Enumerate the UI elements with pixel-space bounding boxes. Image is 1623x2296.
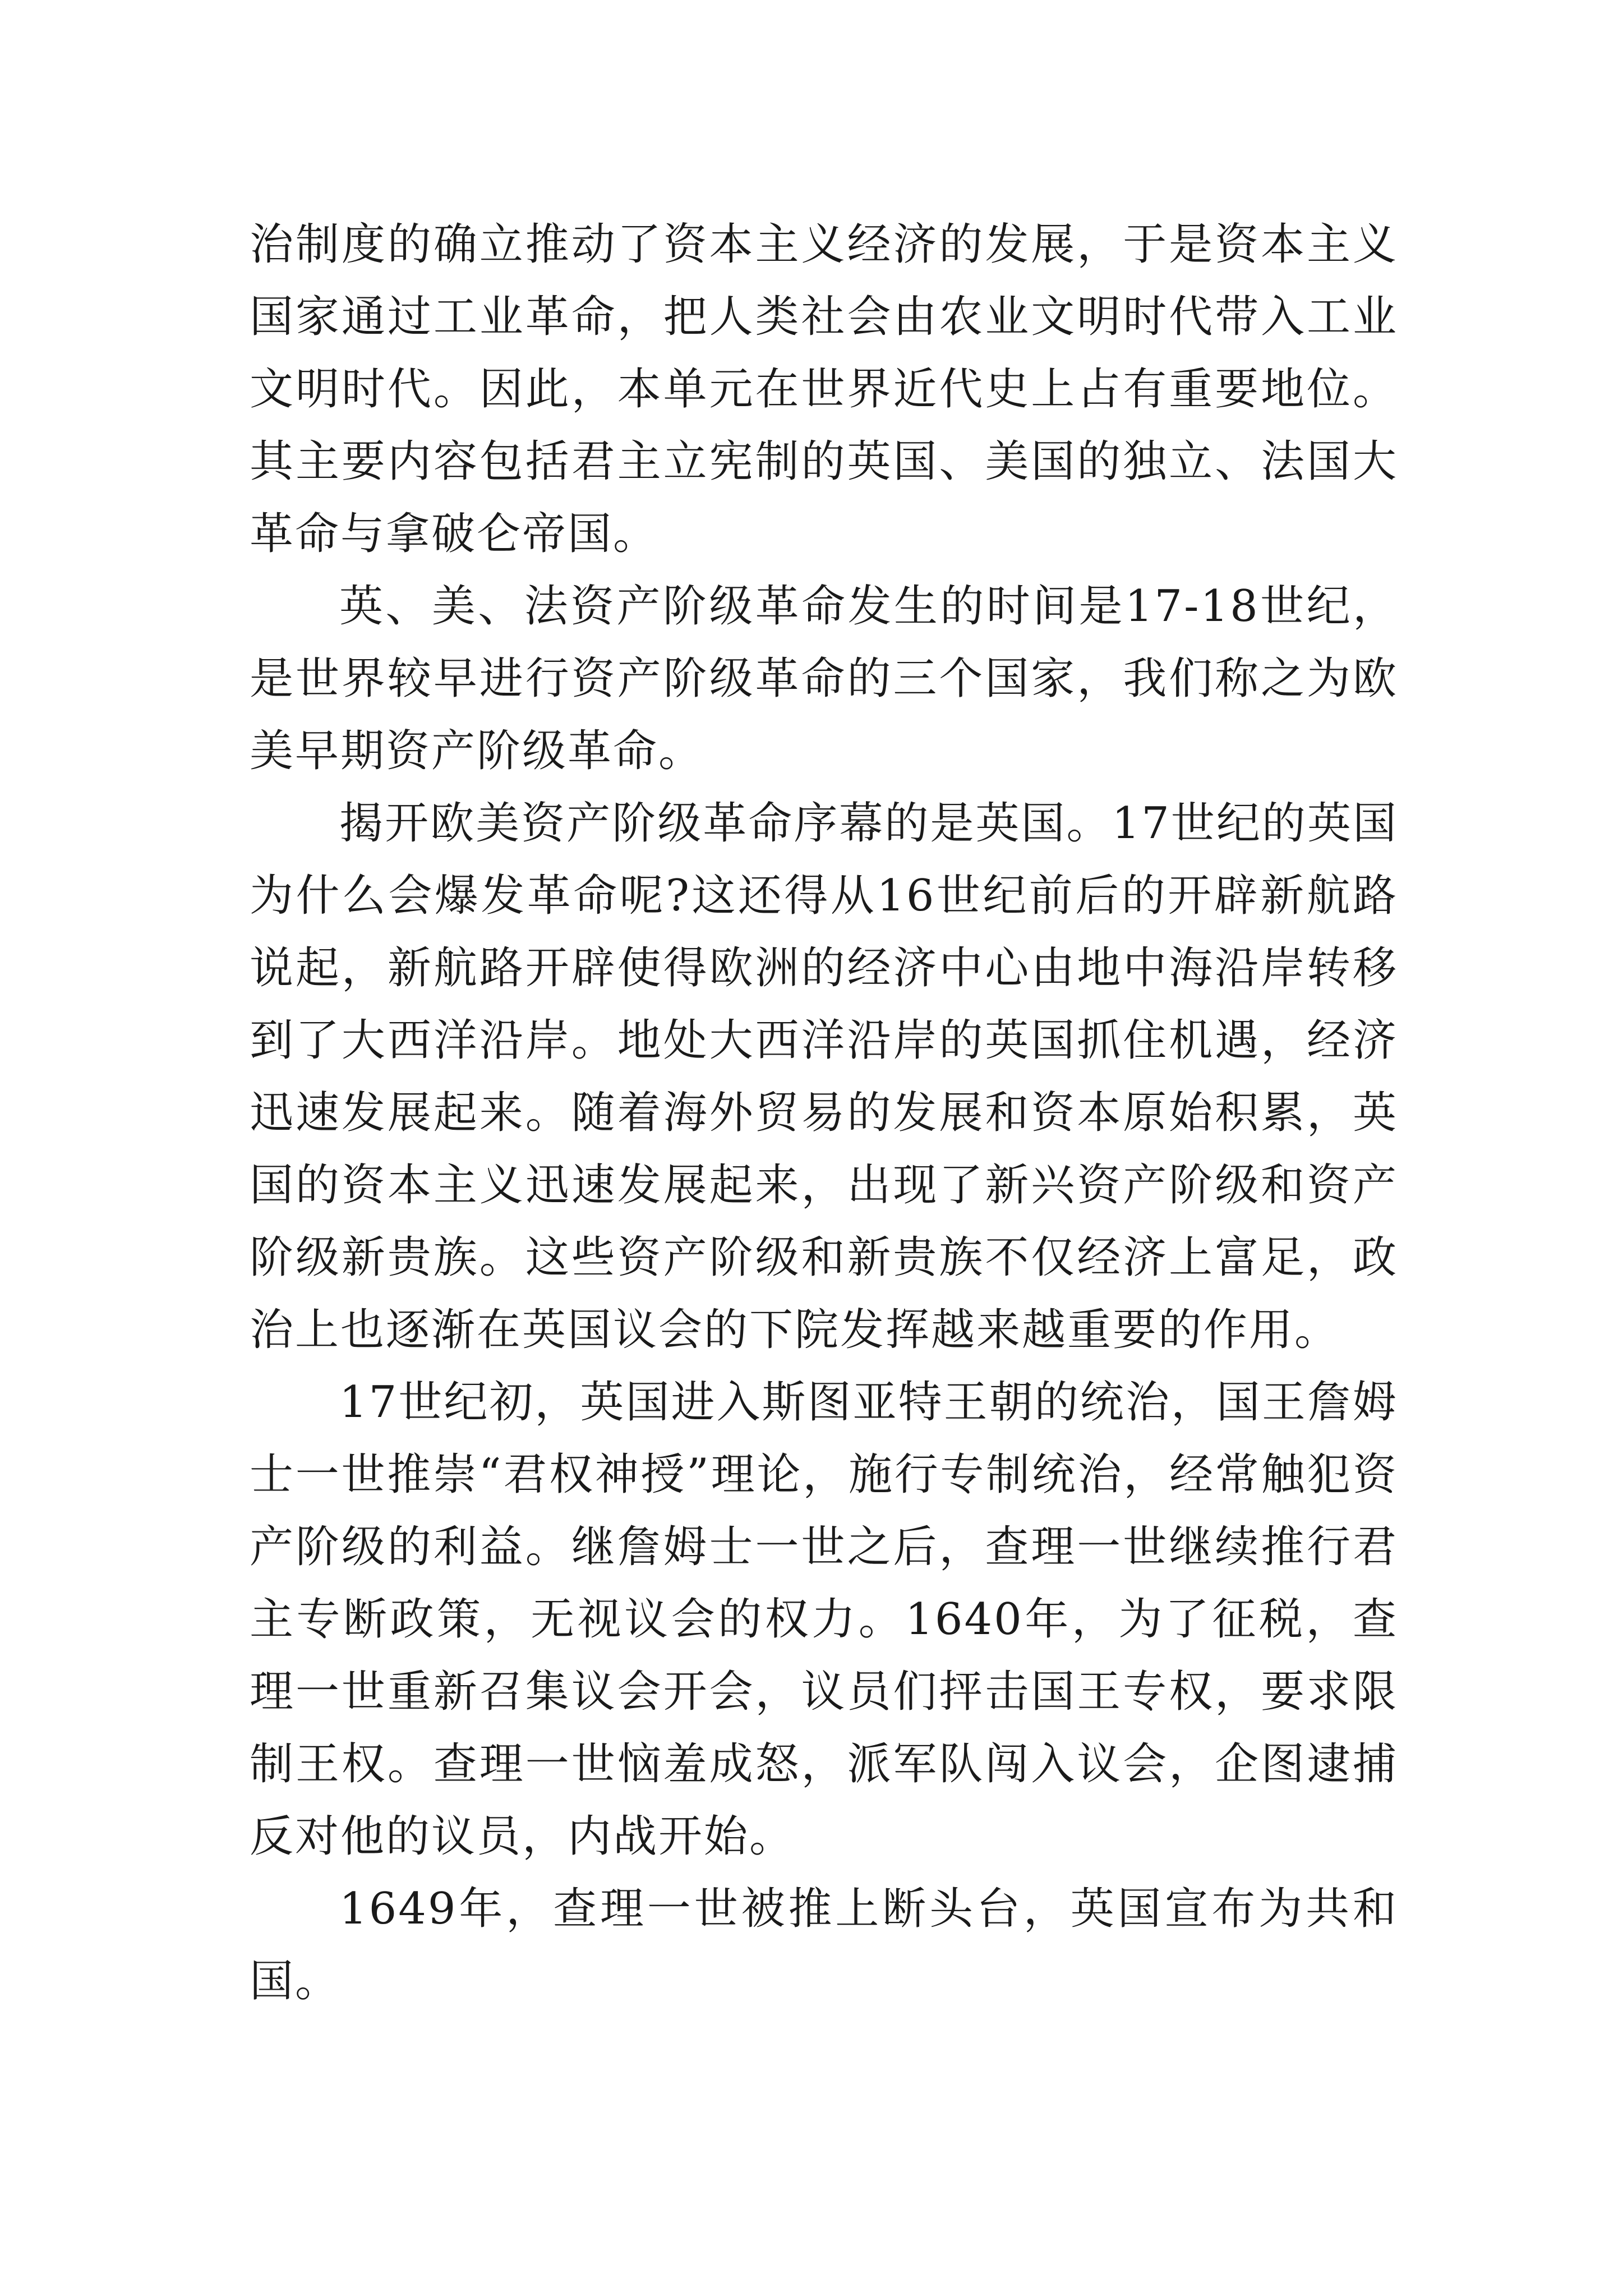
paragraph-republic: 1649年，查理一世被推上断头台，英国宣布为共和国。 — [250, 1884, 1398, 2007]
paragraph-stuart-dynasty: 17世纪初，英国进入斯图亚特王朝的统治，国王詹姆士一世推崇“君权神授”理论，施行专制统治，经常触犯资产阶级的利益。继詹姆士一世之后，查理一世继续推行君主专断政策，无视议会的权力。1640年，为了征税，查理一世重新召集议会开会，议员们抨击国王专权，要求限制王权。查理一世恼羞成怒，派军队闯入议会，企图逮捕反对他的议员，内战开始。 — [250, 1377, 1398, 1862]
paragraph-continuation: 治制度的确立推动了资本主义经济的发展，于是资本主义国家通过工业革命，把人类社会由农业文明时代带入工业文明时代。因此，本单元在世界近代史上占有重要地位。其主要内容包括君主立宪制的英国、美国的独立、法国大革命与拿破仑帝国。 — [250, 219, 1398, 559]
paragraph-england-background: 揭开欧美资产阶级革命序幕的是英国。17世纪的英国为什么会爆发革命呢?这还得从16世纪前后的开辟新航路说起，新航路开辟使得欧洲的经济中心由地中海沿岸转移到了大西洋沿岸。地处大西洋沿岸的英国抓住机遇，经济迅速发展起来。随着海外贸易的发展和资本原始积累，英国的资本主义迅速发展起来，出现了新兴资产阶级和资产阶级新贵族。这些资产阶级和新贵族不仅经济上富足，政治上也逐渐在英国议会的下院发挥越来越重要的作用。 — [250, 798, 1398, 1355]
paragraph-revolution-overview: 英、美、法资产阶级革命发生的时间是17-18世纪，是世界较早进行资产阶级革命的三个国家，我们称之为欧美早期资产阶级革命。 — [250, 581, 1398, 776]
body-text — [250, 209, 1398, 2018]
